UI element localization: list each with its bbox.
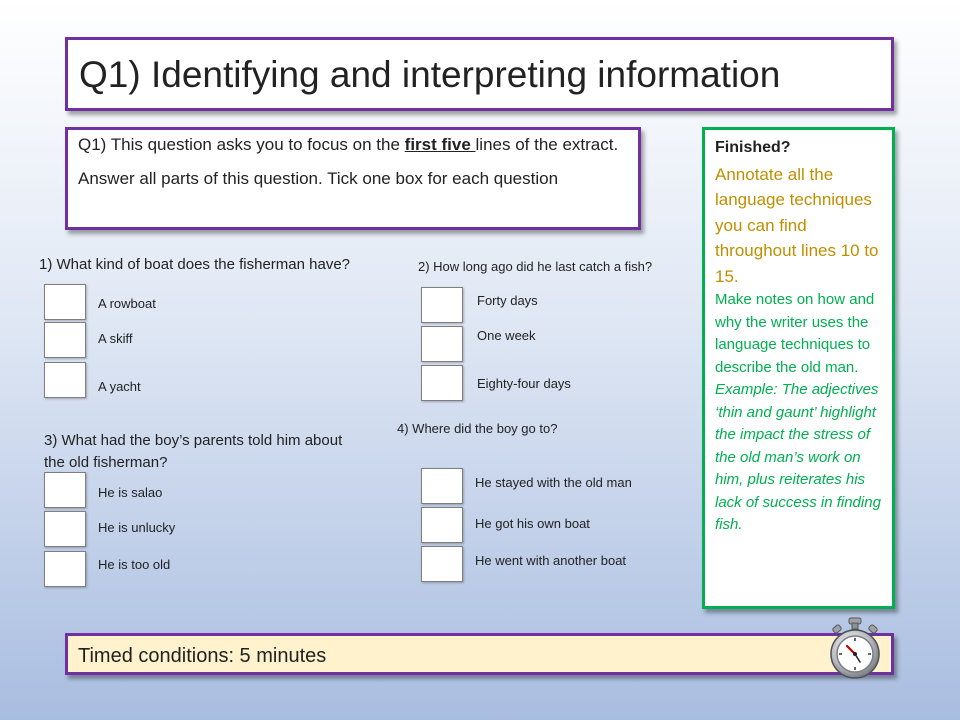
finished-extension-panel <box>702 127 895 609</box>
question-1-option-2-label: A skiff <box>98 331 133 346</box>
question-2-option-2-label: One week <box>477 328 536 343</box>
question-4-option-3-label: He went with another boat <box>475 553 627 568</box>
question-2-option-1-label: Forty days <box>477 293 538 308</box>
question-4-option-1-label: He stayed with the old man <box>475 475 632 490</box>
question-1-option-1-label: A rowboat <box>98 296 156 311</box>
question-2-option-3-checkbox[interactable] <box>421 365 463 401</box>
question-4-option-2-label: He got his own boat <box>475 516 590 531</box>
question-2-option-3-label: Eighty-four days <box>477 376 571 391</box>
question-1-option-2-checkbox[interactable] <box>44 322 86 358</box>
question-1-option-3-label: A yacht <box>98 379 141 394</box>
timer-bar <box>65 633 894 675</box>
question-3-option-2-checkbox[interactable] <box>44 511 86 547</box>
finished-example: Example: The adjectives ‘thin and gaunt’ highlight the impact the stress of the old man’s work on him, plus reiterates his lack of success in finding fish. <box>715 381 881 533</box>
page-title: Q1) Identifying and interpreting information <box>79 54 781 95</box>
instruction-emphasis: first five <box>404 135 476 154</box>
question-3-option-2-label: He is unlucky <box>98 520 176 535</box>
timer-text: Timed conditions: 5 minutes <box>78 645 327 667</box>
finished-heading: Finished? <box>715 139 791 156</box>
instruction-text: Q1) This question asks you to focus on the <box>78 135 405 154</box>
question-3-option-1-label: He is salao <box>98 485 163 500</box>
instruction-focus <box>78 134 628 156</box>
question-1-option-3-checkbox[interactable] <box>44 362 86 398</box>
question-2-prompt: 2) How long ago did he last catch a fish? <box>418 259 653 274</box>
title-box <box>65 37 894 111</box>
question-4-option-2-checkbox[interactable] <box>421 507 463 543</box>
stopwatch-icon <box>826 616 884 680</box>
question-3-prompt: 3) What had the boy’s parents told him about the old fisherman? <box>44 432 343 471</box>
question-4-option-1-checkbox[interactable] <box>421 468 463 504</box>
instruction-answer-all: Answer all parts of this question. Tick one box for each question <box>78 169 559 188</box>
question-1-option-1-checkbox[interactable] <box>44 284 86 320</box>
question-4-prompt: 4) Where did the boy go to? <box>397 421 558 436</box>
instruction-text-end: lines of the extract. <box>475 135 619 154</box>
question-2-option-2-checkbox[interactable] <box>421 326 463 362</box>
instructions-box <box>65 127 641 230</box>
finished-task: Annotate all the language techniques you can find throughout lines 10 to 15. <box>715 164 879 286</box>
question-1-prompt: 1) What kind of boat does the fisherman have? <box>39 256 351 273</box>
question-4-option-3-checkbox[interactable] <box>421 546 463 582</box>
question-2-option-1-checkbox[interactable] <box>421 287 463 323</box>
question-3-option-3-label: He is too old <box>98 557 171 572</box>
question-3-option-1-checkbox[interactable] <box>44 472 86 508</box>
finished-notes: Make notes on how and why the writer uses the language techniques to describe the old man. <box>715 291 875 376</box>
question-3-option-3-checkbox[interactable] <box>44 551 86 587</box>
